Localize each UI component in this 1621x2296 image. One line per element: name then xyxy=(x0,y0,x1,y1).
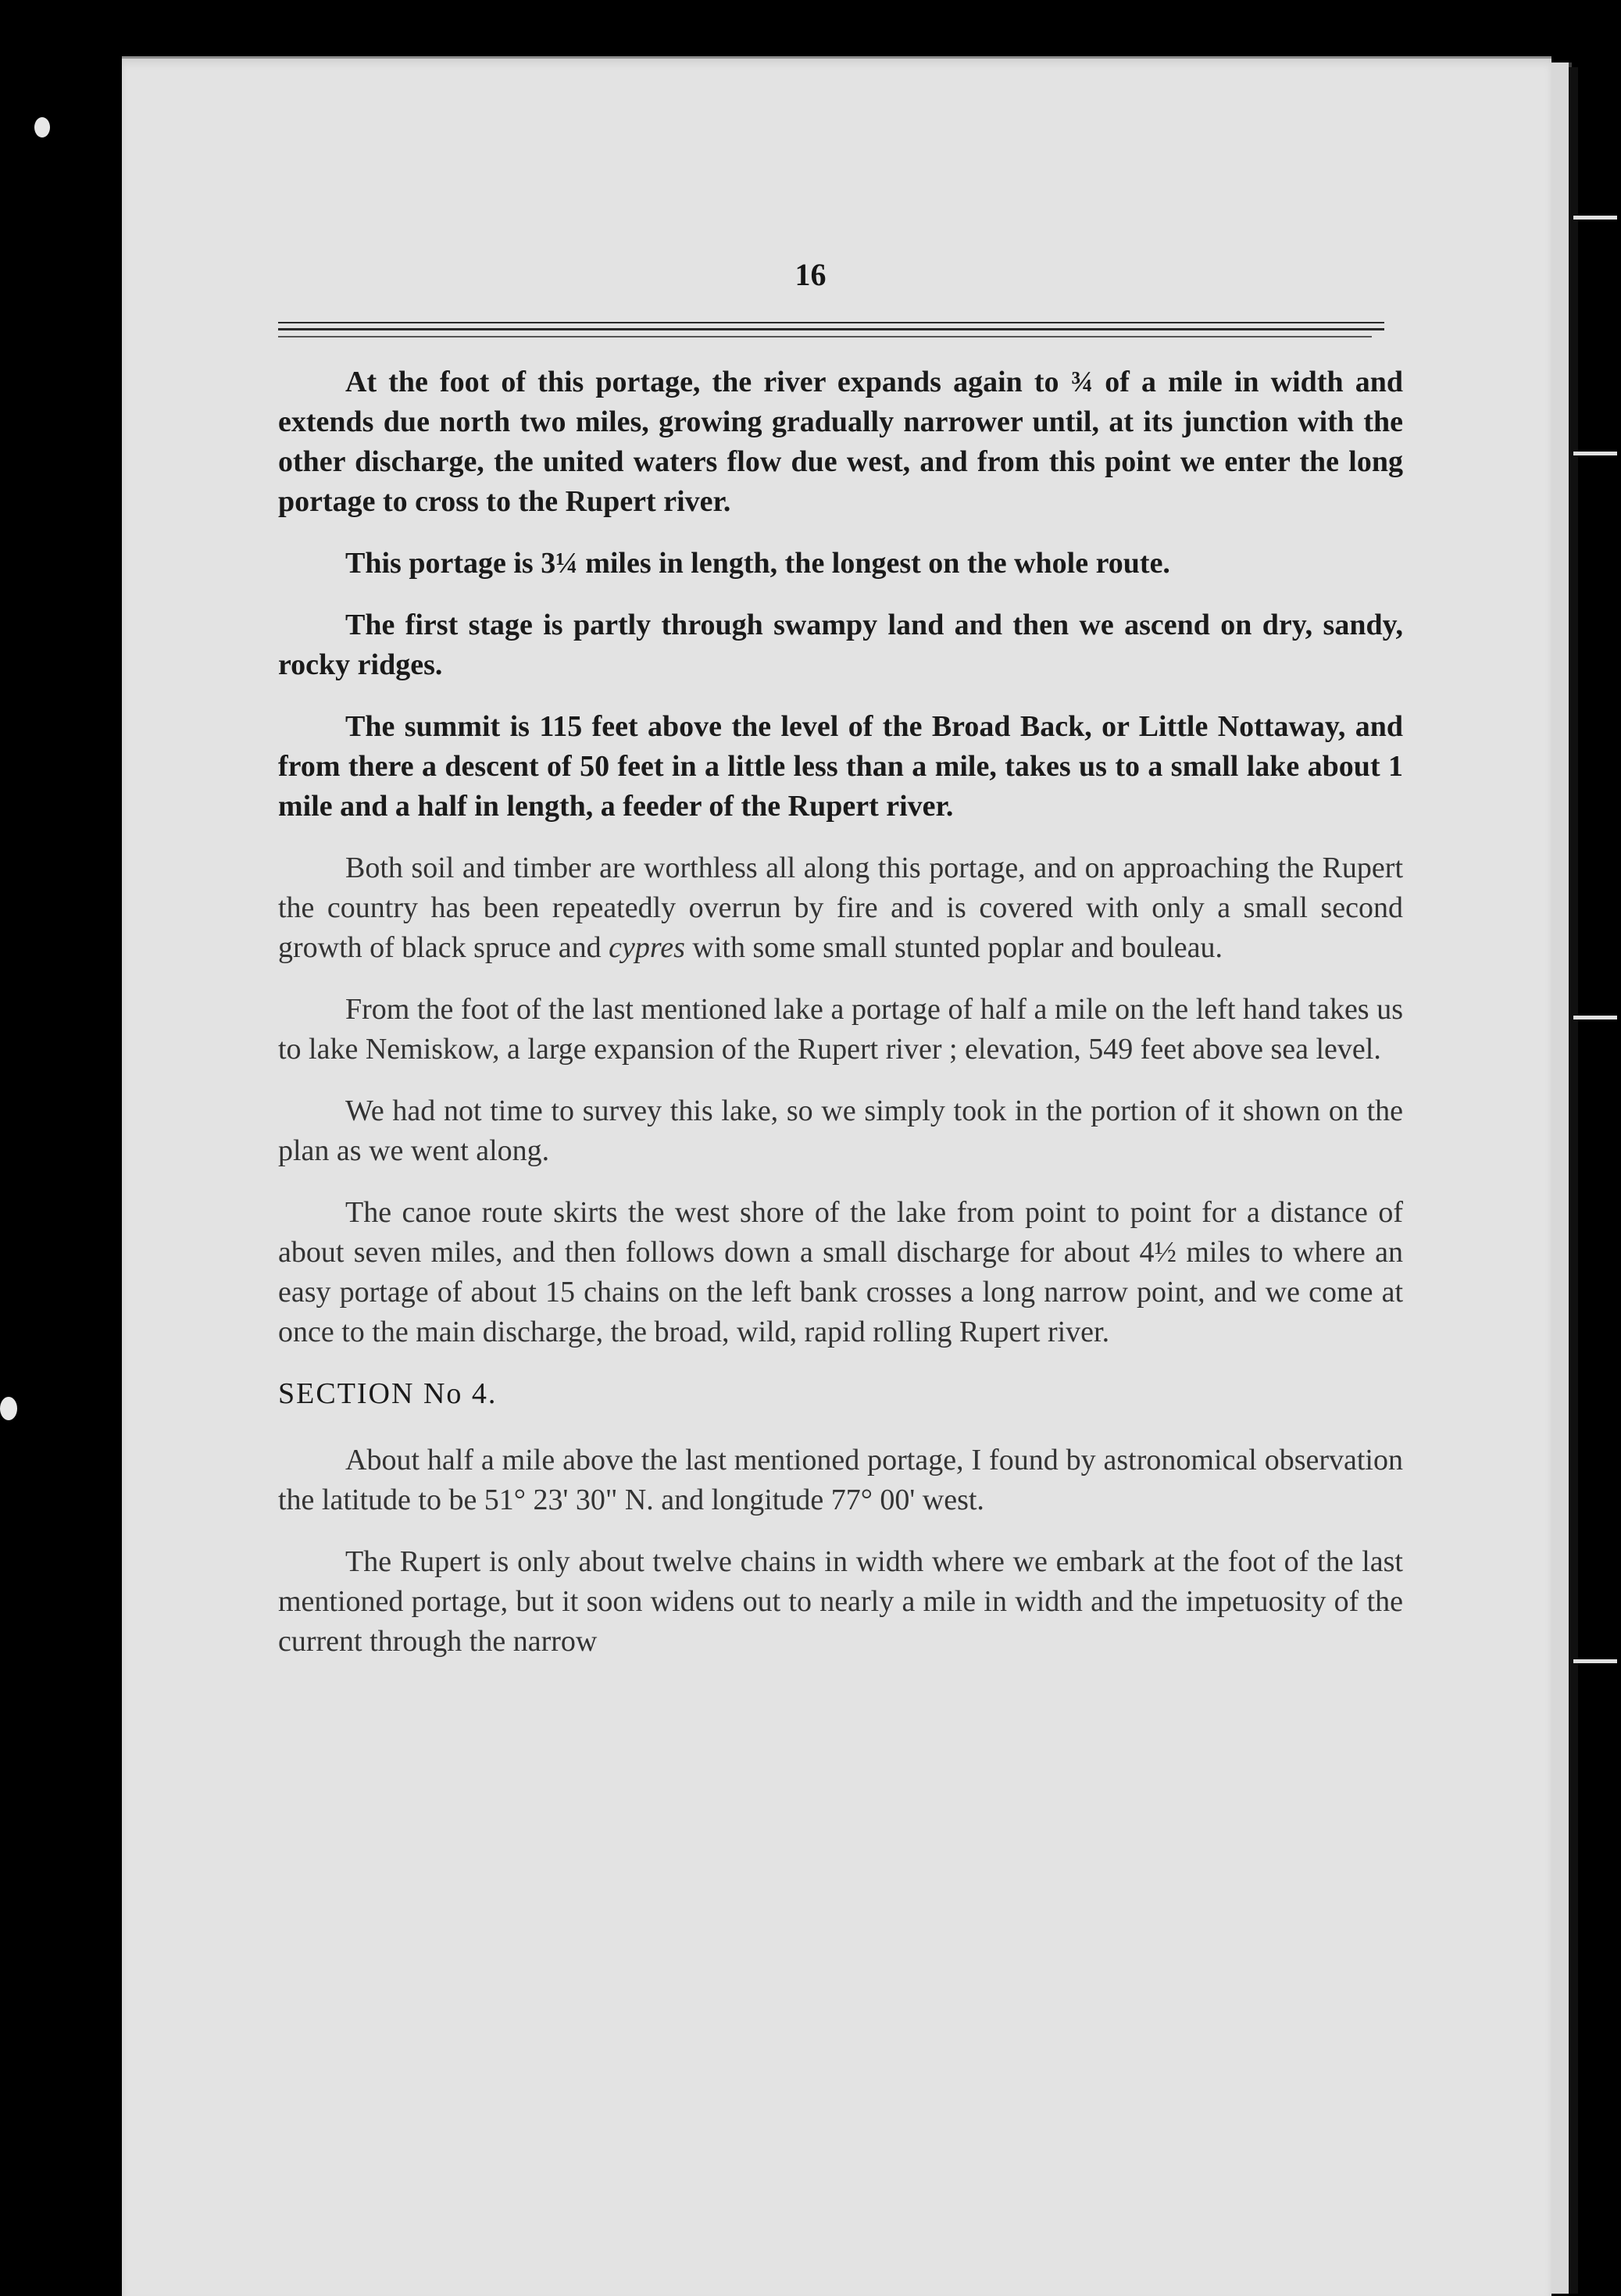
paragraph: The first stage is partly through swampy land and then we ascend on dry, sandy, rocky ridges. xyxy=(278,609,1403,681)
scan-speck xyxy=(34,117,50,137)
paragraph: At the foot of this portage, the river expands again to ¾ of a mile in width and extends due north two miles, growing gradually narrower until, at its junction with the other discharge, the united waters flow due west, and from this point we enter the long portage to cross to the Rupert river. xyxy=(278,366,1403,518)
paragraph: The Rupert is only about twelve chains in width where we embark at the foot of the last mentioned portage, but it soon widens out to nearly a mile in width and the impetuosity of the current through the narrow xyxy=(278,1545,1403,1658)
header-rule xyxy=(278,336,1372,337)
scan-speck xyxy=(0,1397,17,1420)
section-heading: SECTION No 4. xyxy=(278,1377,498,1410)
body-text xyxy=(278,362,1403,1684)
header-rule xyxy=(278,328,1384,330)
binding-notch xyxy=(1573,1016,1617,1019)
paragraph: From the foot of the last mentioned lake a portage of half a mile on the left hand takes us to lake Nemiskow, a large expansion of the Rupert river ; elevation, 549 feet above sea level. xyxy=(278,993,1403,1066)
paragraph: This portage is 3¼ miles in length, the longest on the whole route. xyxy=(345,547,1170,580)
binding-strip xyxy=(1569,67,1578,2294)
paragraph: The canoe route skirts the west shore of the lake from point to point for a distance of about seven miles, and then follows down a small discharge for about 4½ miles to where an easy portage of about 15 chains on the left bank crosses a long narrow point, and we come at once to the main discharge, the broad, wild, rapid rolling Rupert river. xyxy=(278,1196,1403,1348)
binding-notch xyxy=(1573,216,1617,220)
paragraph-text: with some small stunted poplar and bouleau. xyxy=(684,931,1223,964)
paragraph: We had not time to survey this lake, so we simply took in the portion of it shown on the plan as we went along. xyxy=(278,1094,1403,1167)
binding-notch xyxy=(1573,1659,1617,1663)
paragraph xyxy=(278,848,1403,968)
paragraph-text: Both soil and timber are worthless all along this portage, and on approaching the Rupert the country has been repeatedly overrun by fire and is covered with only a small second growth of black spruce and xyxy=(278,852,1403,964)
paragraph-italic-word: cypres xyxy=(609,931,685,964)
paragraph: The summit is 115 feet above the level of the Broad Back, or Little Nottaway, and from there a descent of 50 feet in a little less than a mile, takes us to a small lake about 1 mile and a half in length, a feeder of the Rupert river. xyxy=(278,710,1403,823)
page-number: 16 xyxy=(794,257,827,292)
header-rule xyxy=(278,322,1384,323)
paragraph: About half a mile above the last mentioned portage, I found by astronomical observation the latitude to be 51° 23' 30" N. and longitude 77° 00' west. xyxy=(278,1444,1403,1516)
binding-notch xyxy=(1573,452,1617,455)
